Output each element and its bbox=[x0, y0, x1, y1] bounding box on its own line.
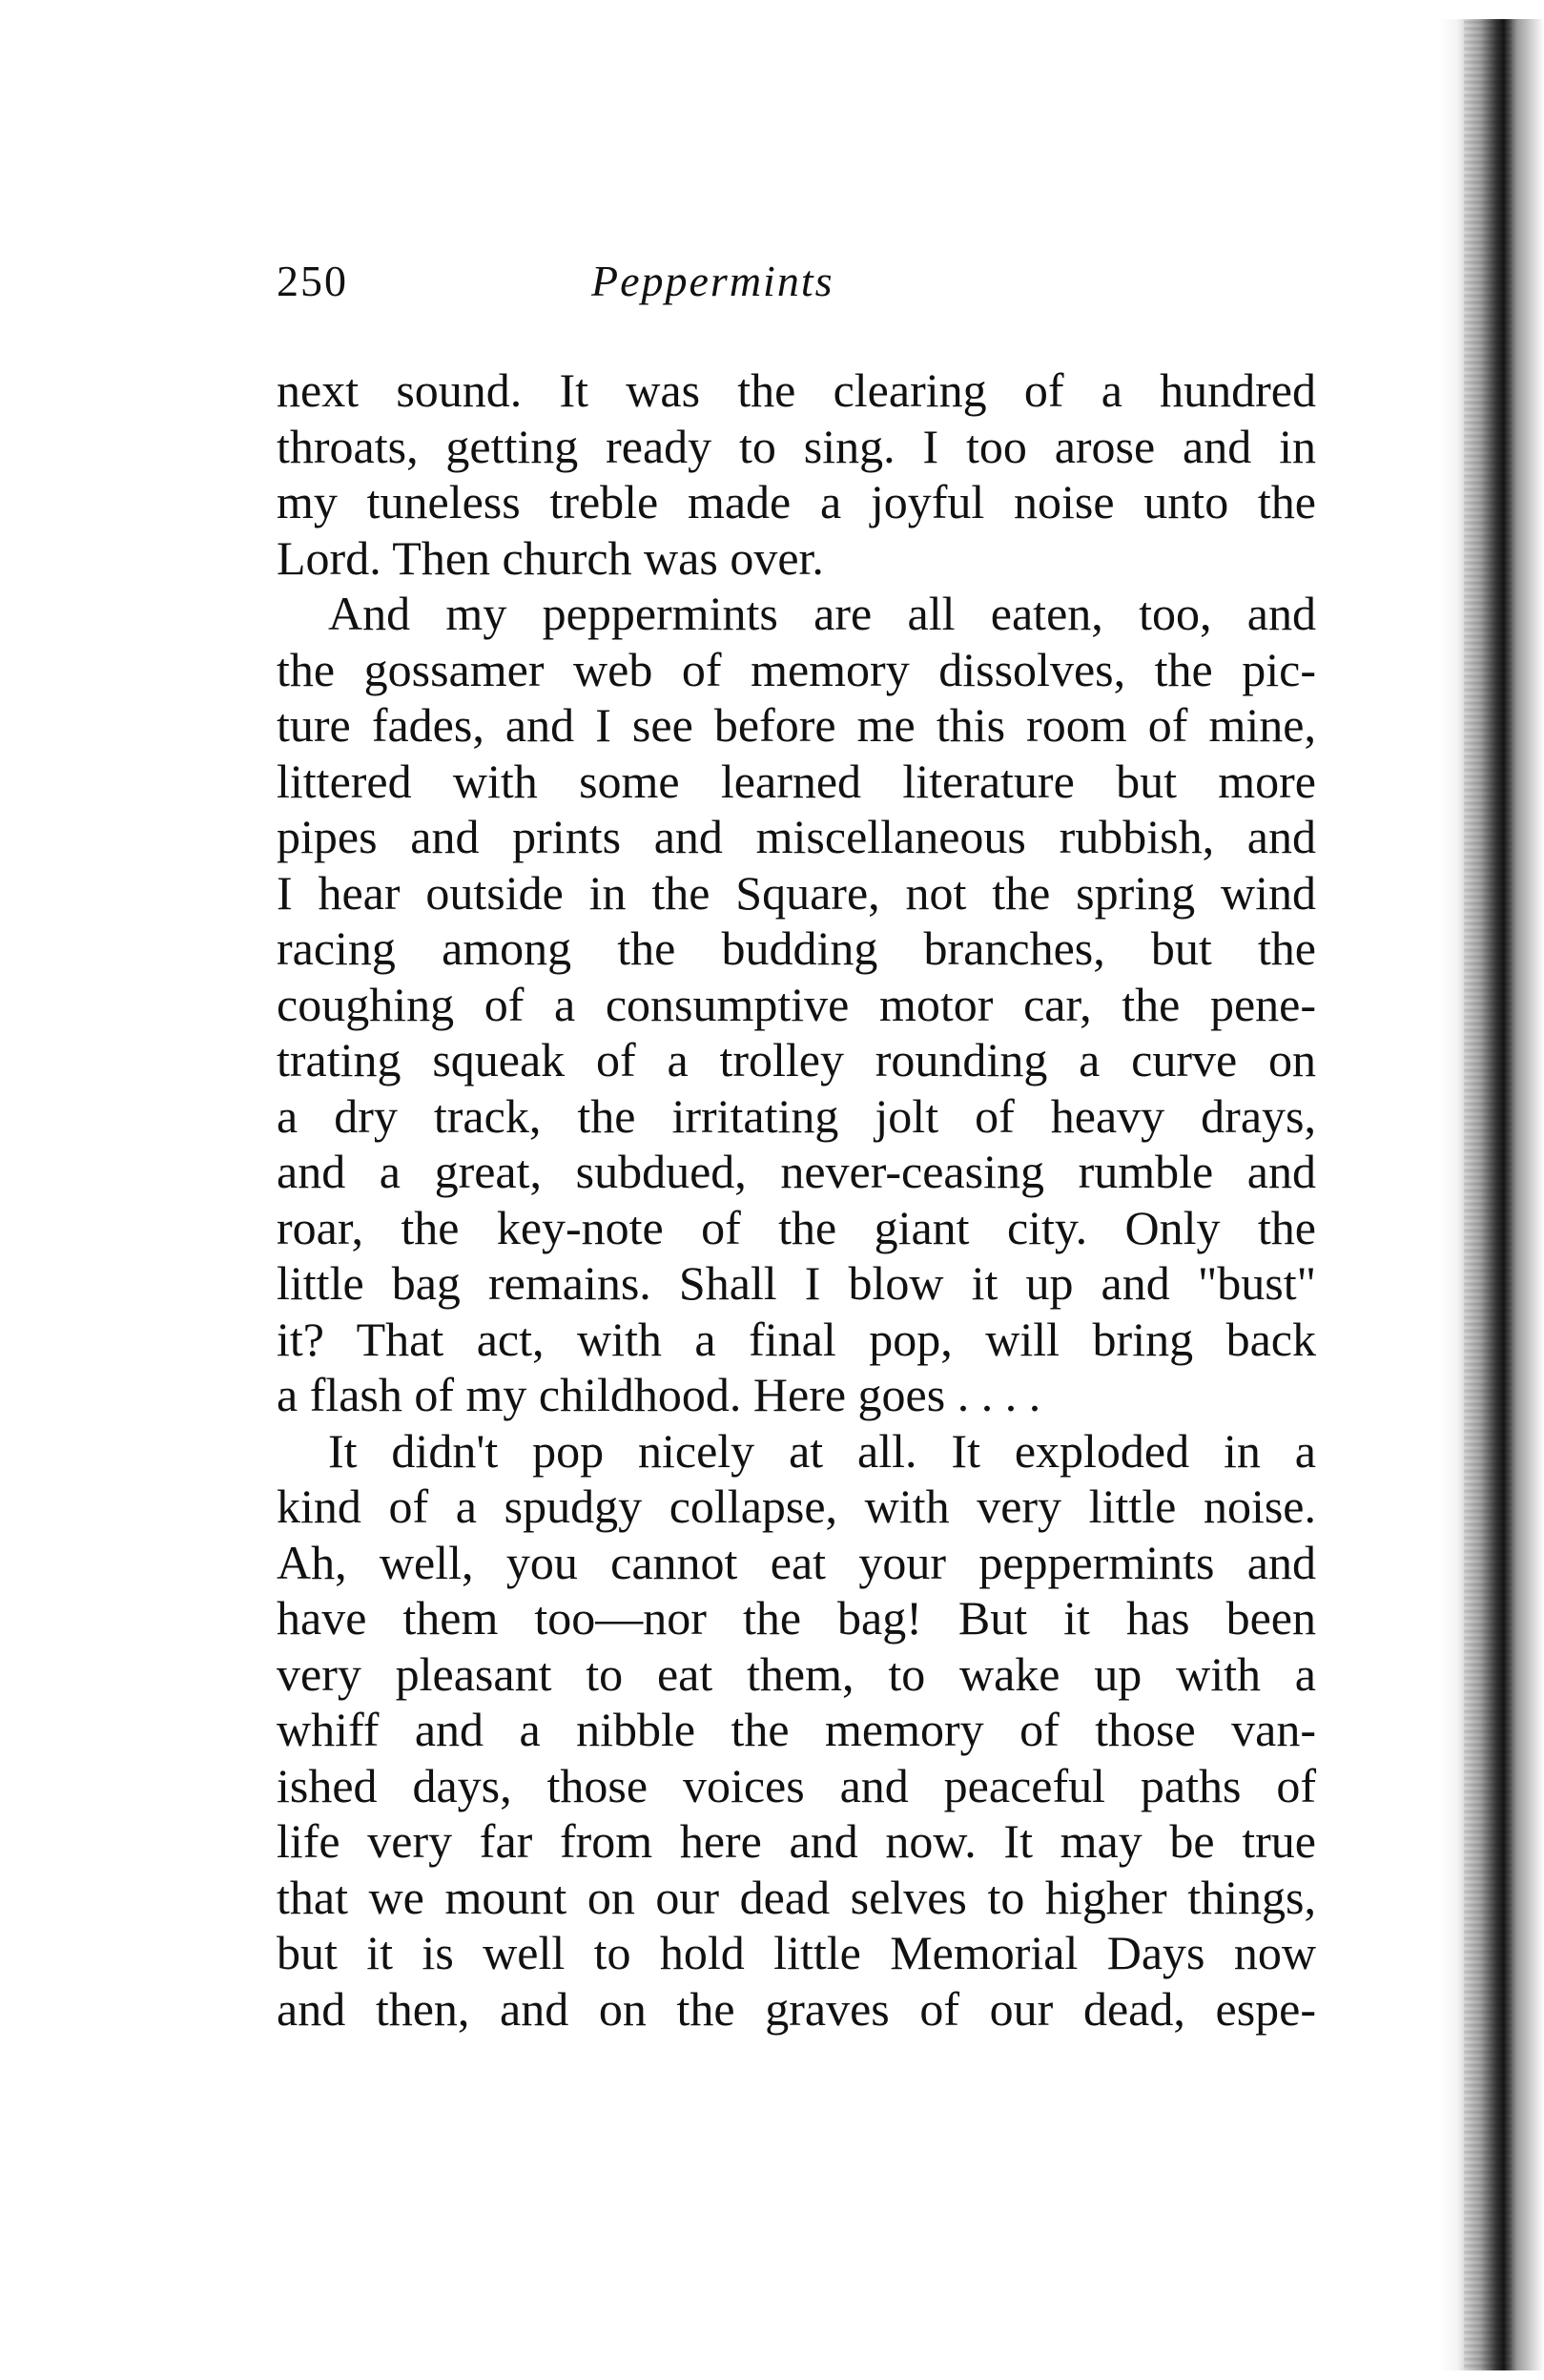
text-line: next sound. It was the clearing of a hundred bbox=[277, 363, 1316, 417]
text-line: Lord. Then church was over. bbox=[277, 530, 824, 585]
text-line: ture fades, and I see before me this room of mine, bbox=[277, 698, 1316, 752]
text-line: and then, and on the graves of our dead, espe- bbox=[277, 1981, 1316, 2036]
text-line: very pleasant to eat them, to wake up with a bbox=[277, 1646, 1316, 1701]
text-line: throats, getting ready to sing. I too arose and in bbox=[277, 419, 1316, 473]
text-line: but it is well to hold little Memorial Days now bbox=[277, 1926, 1316, 1979]
text-line: a dry track, the irritating jolt of heavy drays, bbox=[277, 1088, 1316, 1143]
text-line: a flash of my childhood. Here goes . . . . bbox=[277, 1368, 1041, 1421]
text-line: that we mount on our dead selves to higher things, bbox=[277, 1870, 1316, 1924]
text-line: coughing of a consumptive motor car, the pene- bbox=[277, 977, 1316, 1031]
binding-gutter-texture bbox=[1464, 19, 1512, 2370]
text-line: kind of a spudgy collapse, with very little noise. bbox=[277, 1480, 1316, 1533]
text-line: pipes and prints and miscellaneous rubbish, and bbox=[277, 810, 1316, 863]
text-line: roar, the key-note of the giant city. Only the bbox=[277, 1200, 1316, 1254]
text-line: it? That act, with a final pop, will bring back bbox=[277, 1312, 1316, 1366]
text-line: life very far from here and now. It may be true bbox=[277, 1814, 1316, 1868]
text-line: ished days, those voices and peaceful paths of bbox=[277, 1758, 1316, 1812]
text-line: have them too—nor the bag! But it has been bbox=[277, 1591, 1316, 1645]
text-line: the gossamer web of memory dissolves, the pic- bbox=[277, 642, 1316, 696]
text-line: littered with some learned literature but more bbox=[277, 754, 1316, 808]
text-line: Ah, well, you cannot eat your peppermints and bbox=[277, 1535, 1316, 1589]
body-text bbox=[277, 362, 1316, 2037]
text-line: little bag remains. Shall I blow it up and "bust" bbox=[277, 1256, 1316, 1310]
page-number: 250 bbox=[277, 257, 348, 305]
text-line: And my peppermints are all eaten, too, and bbox=[328, 587, 1316, 640]
text-line: I hear outside in the Square, not the spring wind bbox=[277, 865, 1316, 920]
text-line: It didn't pop nicely at all. It exploded in a bbox=[328, 1423, 1316, 1478]
text-line: trating squeak of a trolley rounding a curve on bbox=[277, 1033, 1316, 1087]
text-line: racing among the budding branches, but the bbox=[277, 921, 1316, 975]
text-line: my tuneless treble made a joyful noise unto the bbox=[277, 475, 1316, 528]
running-title: Peppermints bbox=[591, 257, 834, 305]
text-line: and a great, subdued, never-ceasing rumble and bbox=[277, 1145, 1316, 1198]
text-line: whiff and a nibble the memory of those van- bbox=[277, 1703, 1316, 1756]
running-head bbox=[277, 256, 1326, 313]
